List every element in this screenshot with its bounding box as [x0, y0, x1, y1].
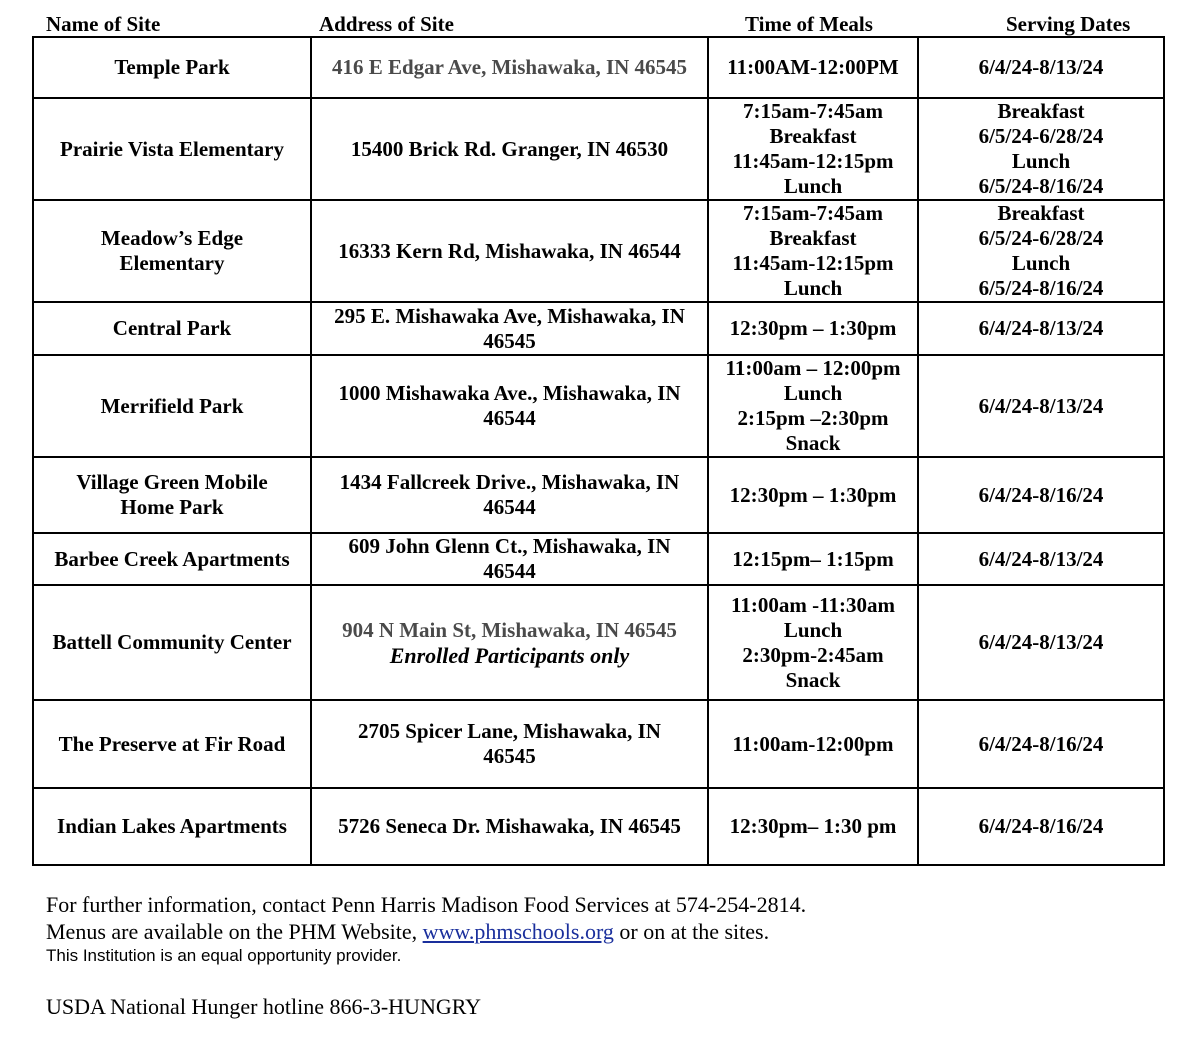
menus-text-after: or on at the sites. — [613, 919, 770, 944]
meal-time: 11:00am-12:00pm — [732, 731, 894, 756]
site-name-line: Village Green Mobile — [76, 470, 268, 494]
header-serving-dates: Serving Dates — [1006, 12, 1131, 36]
table-row — [33, 585, 1164, 700]
phm-website-link[interactable]: www.phmschools.org — [422, 919, 614, 944]
serving-dates: 6/4/24-8/16/24 — [978, 482, 1104, 507]
meal-time-line: 11:45am-12:15pm — [732, 251, 894, 275]
meal-time-line: 2:30pm-2:45am — [742, 642, 884, 667]
serving-dates: 6/4/24-8/16/24 — [978, 731, 1104, 756]
serving-dates-cell — [918, 585, 1164, 700]
meal-time-line: Breakfast — [769, 226, 857, 250]
meal-time: 12:15pm– 1:15pm — [732, 546, 894, 571]
site-address-cell — [311, 98, 708, 200]
site-name-line: Elementary — [119, 251, 225, 275]
site-name: Temple Park — [114, 55, 230, 79]
site-address: 416 E Edgar Ave, Mishawaka, IN 46545 — [331, 55, 688, 79]
meal-time: 12:30pm – 1:30pm — [729, 482, 897, 507]
enrolled-participants-note: Enrolled Participants only — [389, 642, 630, 668]
site-address: 904 N Main St, Mishawaka, IN 46545 — [342, 617, 677, 642]
site-name-cell — [33, 98, 311, 200]
serving-dates-cell — [918, 355, 1164, 457]
site-address-line: 609 John Glenn Ct., Mishawaka, IN — [348, 534, 671, 558]
serving-dates-line: 6/5/24-6/28/24 — [978, 226, 1104, 250]
meal-time-cell — [708, 788, 918, 865]
site-address-line: 46544 — [483, 406, 536, 430]
site-address-cell — [311, 788, 708, 865]
serving-dates-cell — [918, 700, 1164, 788]
contact-line: For further information, contact Penn Harris Madison Food Services at 574-254-2814. — [46, 892, 807, 917]
site-name-cell — [33, 200, 311, 302]
site-name: Indian Lakes Apartments — [57, 814, 287, 838]
serving-dates-cell — [918, 302, 1164, 355]
serving-dates-cell — [918, 98, 1164, 200]
site-name-cell — [33, 302, 311, 355]
meal-time-line: Lunch — [783, 276, 843, 300]
header-name-of-site: Name of Site — [46, 12, 161, 36]
site-address-cell — [311, 457, 708, 533]
serving-dates: 6/4/24-8/13/24 — [978, 630, 1104, 654]
meal-time-line: Lunch — [783, 174, 843, 198]
meal-time: 12:30pm– 1:30 pm — [729, 814, 897, 838]
site-address-line: 46545 — [483, 744, 536, 768]
serving-dates-cell — [918, 37, 1164, 98]
meal-time-cell — [708, 533, 918, 585]
meal-time-line: 2:15pm –2:30pm — [737, 406, 889, 430]
site-name-cell — [33, 457, 311, 533]
table-row — [33, 700, 1164, 788]
menus-line — [46, 918, 806, 945]
serving-dates-line: Lunch — [1011, 251, 1071, 275]
site-address-line: 46544 — [483, 559, 536, 583]
site-address-cell — [311, 355, 708, 457]
site-name-cell — [33, 585, 311, 700]
serving-dates-line: Breakfast — [997, 99, 1085, 123]
meal-time-line: 11:00am -11:30am — [731, 592, 895, 617]
serving-dates-line: 6/5/24-6/28/24 — [978, 124, 1104, 148]
serving-dates: 6/4/24-8/16/24 — [978, 814, 1104, 838]
meal-time: 11:00AM-12:00PM — [727, 55, 899, 79]
meal-time-line: 11:45am-12:15pm — [732, 149, 894, 173]
meal-time-cell — [708, 98, 918, 200]
site-name-cell — [33, 788, 311, 865]
site-name: Barbee Creek Apartments — [54, 546, 290, 571]
serving-dates-line: Lunch — [1011, 149, 1071, 173]
meal-time-cell — [708, 37, 918, 98]
site-address-cell — [311, 302, 708, 355]
meal-time-line: 11:00am – 12:00pm — [725, 356, 901, 380]
serving-dates-cell — [918, 457, 1164, 533]
site-address-cell — [311, 37, 708, 98]
equal-opportunity-statement: This Institution is an equal opportunity provider. — [46, 946, 402, 965]
meal-time-line: 7:15am-7:45am — [743, 201, 883, 225]
site-address-line: 46545 — [483, 328, 536, 353]
meal-time-cell — [708, 355, 918, 457]
site-address: 5726 Seneca Dr. Mishawaka, IN 46545 — [338, 814, 681, 838]
site-address: 16333 Kern Rd, Mishawaka, IN 46544 — [338, 238, 681, 263]
meal-sites-table — [32, 36, 1165, 866]
site-name-cell — [33, 533, 311, 585]
header-time-of-meals: Time of Meals — [745, 12, 873, 36]
serving-dates-line: 6/5/24-8/16/24 — [978, 174, 1104, 198]
header-address-of-site: Address of Site — [319, 12, 454, 36]
meal-time-line: Lunch — [783, 381, 843, 405]
footer-info — [46, 891, 806, 967]
meal-time-cell — [708, 457, 918, 533]
site-name: Merrifield Park — [100, 393, 244, 418]
table-row — [33, 37, 1164, 98]
site-name: The Preserve at Fir Road — [58, 731, 286, 756]
site-address-cell — [311, 585, 708, 700]
site-name-cell — [33, 37, 311, 98]
meal-time-line: 7:15am-7:45am — [743, 99, 883, 123]
site-address-line: 1000 Mishawaka Ave., Mishawaka, IN — [338, 381, 681, 405]
serving-dates-line: 6/5/24-8/16/24 — [978, 276, 1104, 300]
table-row — [33, 200, 1164, 302]
serving-dates: 6/4/24-8/13/24 — [978, 55, 1104, 79]
site-address-line: 1434 Fallcreek Drive., Mishawaka, IN — [339, 470, 680, 494]
menus-text-before: Menus are available on the PHM Website, — [46, 919, 423, 944]
meal-time-line: Snack — [785, 667, 841, 692]
table-row — [33, 98, 1164, 200]
site-address-cell — [311, 200, 708, 302]
serving-dates-cell — [918, 200, 1164, 302]
hunger-hotline: USDA National Hunger hotline 866-3-HUNGRY — [46, 994, 482, 1019]
table-row — [33, 788, 1164, 865]
serving-dates: 6/4/24-8/13/24 — [978, 316, 1104, 340]
meal-time-cell — [708, 302, 918, 355]
table-row — [33, 457, 1164, 533]
site-address-cell — [311, 700, 708, 788]
table-row — [33, 533, 1164, 585]
site-name: Prairie Vista Elementary — [60, 136, 284, 161]
meal-time-cell — [708, 585, 918, 700]
site-address-line: 2705 Spicer Lane, Mishawaka, IN — [358, 719, 661, 743]
meal-time-line: Lunch — [783, 617, 843, 642]
site-address-cell — [311, 533, 708, 585]
site-name-line: Meadow’s Edge — [100, 226, 244, 250]
meal-time-cell — [708, 200, 918, 302]
site-address: 15400 Brick Rd. Granger, IN 46530 — [350, 136, 669, 161]
serving-dates: 6/4/24-8/13/24 — [978, 393, 1104, 418]
site-name-line: Home Park — [120, 495, 224, 519]
meal-time-line: Snack — [785, 431, 841, 455]
serving-dates-cell — [918, 533, 1164, 585]
table-header-row — [0, 11, 1200, 37]
serving-dates: 6/4/24-8/13/24 — [978, 546, 1104, 571]
site-address-line: 46544 — [483, 495, 536, 519]
table-row — [33, 355, 1164, 457]
site-name: Battell Community Center — [52, 630, 292, 654]
meal-time-line: Breakfast — [769, 124, 857, 148]
meal-time-cell — [708, 700, 918, 788]
site-name: Central Park — [112, 316, 232, 340]
site-name-cell — [33, 700, 311, 788]
serving-dates-line: Breakfast — [997, 201, 1085, 225]
meal-time: 12:30pm – 1:30pm — [729, 316, 897, 340]
table-row — [33, 302, 1164, 355]
site-address-line: 295 E. Mishawaka Ave, Mishawaka, IN — [334, 303, 685, 328]
site-name-cell — [33, 355, 311, 457]
serving-dates-cell — [918, 788, 1164, 865]
